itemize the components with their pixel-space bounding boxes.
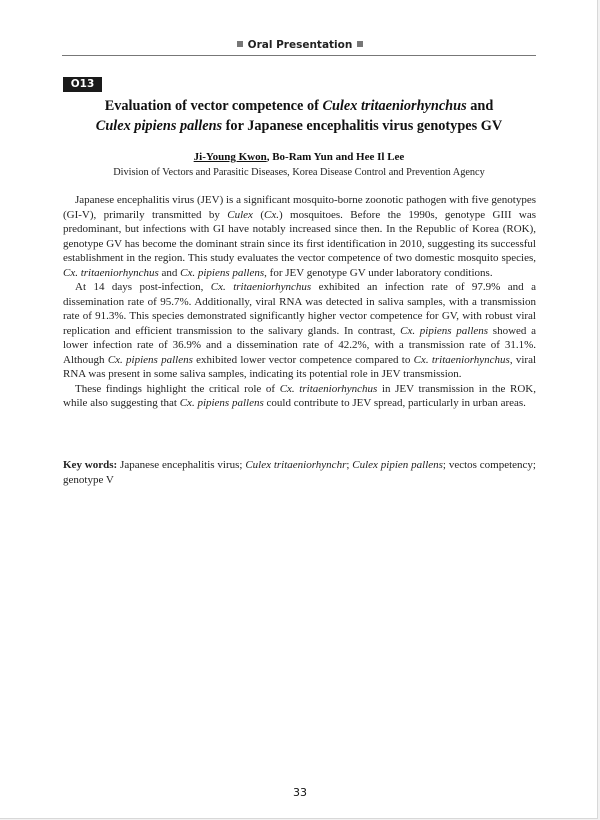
square-bullet-icon [237,41,243,47]
title-species: Culex pipiens pallens [95,118,223,134]
co-authors: , Bo-Ram Yun and Hee Il Lee [266,151,405,163]
paragraph-background: Japanese encephalitis virus (JEV) is a significant mosquito-borne zoonotic pathogen with five genotypes (GI-V), primarily transmitted by Culex (Cx.) mosquitoes. Before the 1990s, genotype GIII was predominant, but infections with GI have notably increased since then. In the Republic of Korea (ROK), genotype GV has become the dominant strain since its first identification in 2010, suggesting its successful establishment in the region. This study evaluates the vector competence of two domestic mosquito species, Cx. tritaeniorhynchus and Cx. pipiens pallens, for JEV genotype GV under laboratory conditions. [63,194,536,279]
title-species: Culex tritaeniorhynchus [322,98,467,114]
title-text: for Japanese encephalitis virus genotypes GV [222,118,503,134]
title-text: Evaluation of vector competence of [104,98,323,114]
author-list [62,151,536,163]
section-header [0,39,600,51]
abstract-body [63,193,536,411]
page-number: 33 [293,786,307,799]
keywords: Key words: Japanese encephalitis virus; Culex tritaeniorhynchr; Culex pipien pallens; vectos competency; genotype V [63,459,536,486]
abstract-id-badge: O13 [63,77,102,92]
section-header-label: Oral Presentation [247,39,353,51]
keywords-label: Key words: [63,459,118,471]
square-bullet-icon [357,41,363,47]
affiliation: Division of Vectors and Parasitic Diseases, Korea Disease Control and Prevention Agency [113,167,485,178]
title-text: and [466,98,494,114]
paragraph-results: At 14 days post-infection, Cx. tritaeniorhynchus exhibited an infection rate of 97.9% and a dissemination rate of 95.7%. Additionally, viral RNA was detected in saliva samples, with a transmission rate of 91.3%. This species demonstrated significantly higher vector competence for GV, with robust viral replication and efficient transmission to the salivary glands. In contrast, Cx. pipiens pallens showed a lower infection rate of 36.9% and a dissemination rate of 42.2%, with a transmission rate of 31.1%. Although Cx. pipiens pallens exhibited lower vector competence compared to Cx. tritaeniorhynchus, viral RNA was present in some saliva samples, indicating its potential role in JEV transmission. [63,281,537,380]
header-rule [62,55,536,56]
abstract-title [62,96,536,136]
presenting-author: Ji-Young Kwon [193,151,267,163]
paragraph-conclusion: These findings highlight the critical role of Cx. tritaeniorhynchus in JEV transmission in the ROK, while also suggesting that Cx. pipiens pallens could contribute to JEV spread, particularly in urban areas. [63,382,536,409]
